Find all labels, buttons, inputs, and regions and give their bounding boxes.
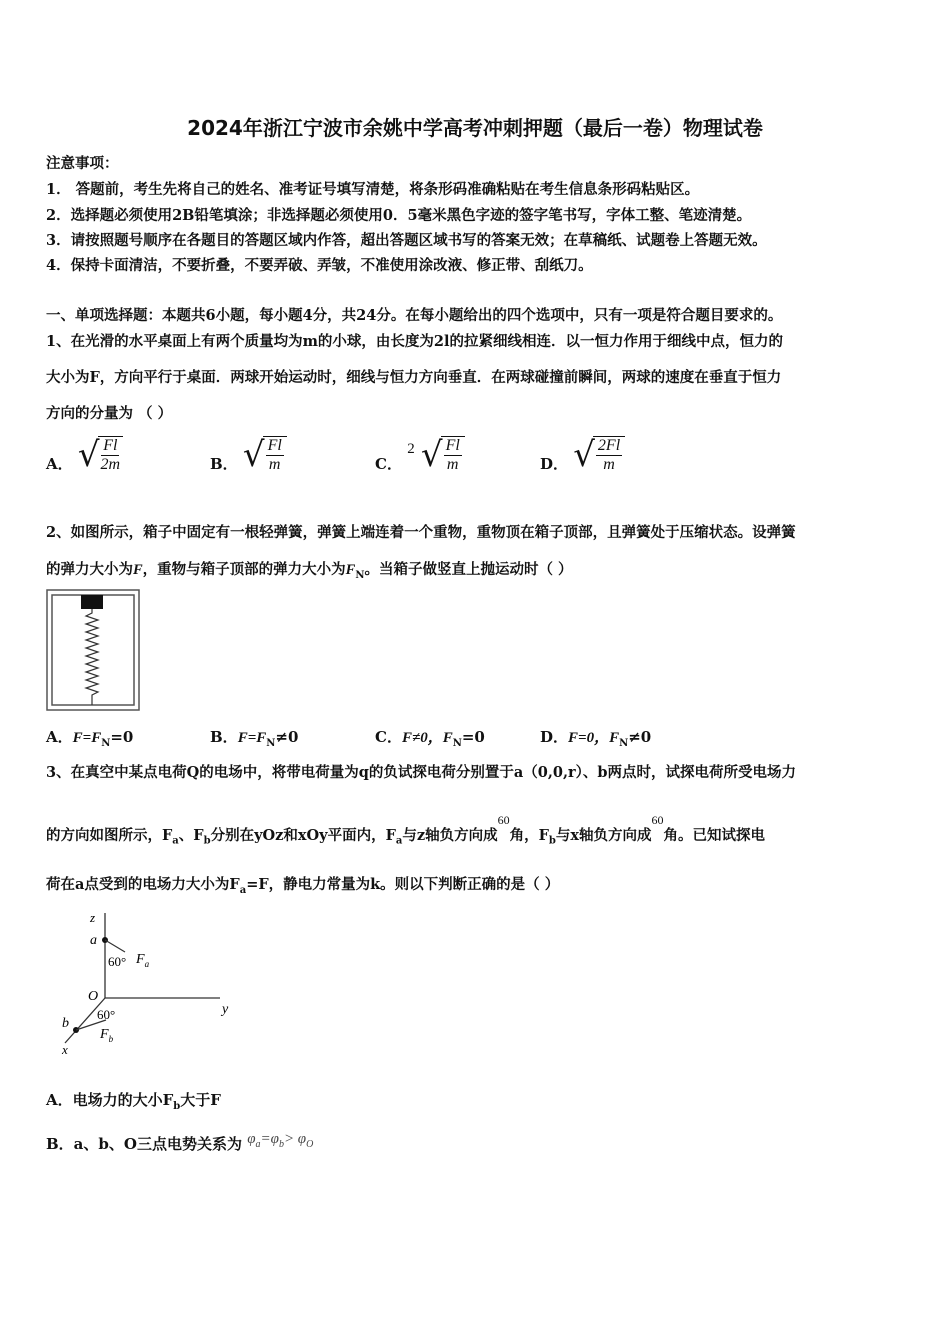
spring-box-figure — [46, 589, 140, 711]
denominator: m — [446, 456, 459, 474]
q3-line-3 — [46, 873, 559, 896]
option-text: 大于F — [180, 1091, 221, 1109]
option-label: D． — [540, 455, 569, 474]
q3-option-b[interactable] — [46, 1133, 313, 1156]
option-text: ≠0 — [275, 728, 299, 746]
fraction — [441, 436, 465, 475]
notice-item-2: 2．选择题必须使用2B铅笔填涂；非选择题必须使用0．5毫米黑色字迹的签字笔书写，字体工整、笔迹清楚。 — [46, 207, 752, 224]
q3-line-1: 3、在真空中某点电荷Q的电场中，将带电荷量为q的负试探电荷分别置于a（0,0,r）、b两点时，试探电荷所受电场力 — [46, 764, 797, 781]
sqrt-expression — [78, 436, 123, 475]
text: 与x轴负方向成 — [555, 826, 652, 844]
text: 角。已知试探电 — [663, 826, 766, 844]
subscript: b — [548, 835, 556, 847]
y-label: y — [222, 1002, 229, 1017]
angle-b-label: 60° — [97, 1007, 116, 1022]
subscript: N — [355, 569, 365, 581]
a-label: a — [90, 933, 97, 948]
text: 的方向如图所示，F — [46, 826, 173, 844]
q1-option-a[interactable] — [46, 436, 123, 475]
notice-item-1: 1． 答题前，考生先将自己的姓名、准考证号填写清楚，将条形码准确粘贴在考生信息条形码粘贴区。 — [46, 181, 700, 198]
radical-icon: √ — [77, 435, 100, 476]
option-text: =0 — [110, 728, 134, 746]
Fa-arrow — [105, 940, 125, 952]
option-label: B． — [210, 728, 238, 746]
potential-relation: $\varphi_a=\varphi_b> \varphi_O$ — [247, 1131, 314, 1150]
radical-icon: √ — [420, 435, 443, 476]
subscript: a — [395, 835, 403, 847]
numerator: Fl — [444, 437, 462, 456]
q2-line-1: 2、如图所示，箱子中固定有一根轻弹簧，弹簧上端连着一个重物，重物顶在箱子顶部，且弹簧处于压缩状态。设弹簧 — [46, 524, 796, 541]
text: 的弹力大小为 — [46, 561, 133, 578]
option-label: C． — [375, 728, 402, 746]
symbol-FN: F — [345, 562, 356, 578]
option-label: B． — [210, 455, 238, 474]
q1-line-3: 方向的分量为 （ ） — [46, 405, 173, 422]
text: =F，静电力常量为k。则以下判断正确的是（ ） — [246, 876, 560, 893]
option-label: C． — [375, 455, 402, 474]
denominator: m — [603, 456, 615, 474]
weight-block — [81, 595, 103, 609]
fraction — [263, 436, 287, 475]
radical-icon: √ — [573, 435, 595, 476]
sqrt-expression — [243, 436, 287, 475]
q3-line-2 — [46, 813, 766, 847]
option-text: A．电场力的大小F — [46, 1091, 174, 1109]
option-text: ≠0 — [628, 728, 652, 746]
text: 荷在a点受到的电场力大小为F — [46, 876, 240, 893]
angle-value: 60 — [497, 813, 510, 827]
q1-line-1: 1、在光滑的水平桌面上有两个质量均为m的小球，由长度为2l的拉紧细线相连．以一恒力作用于细线中点，恒力的 — [46, 333, 784, 350]
text: 分别在yOz和xOy平面内，F — [210, 826, 396, 844]
radical-icon: √ — [242, 435, 265, 476]
numerator: Fl — [101, 437, 119, 456]
option-text: F=F — [72, 730, 102, 746]
q2-option-b[interactable] — [210, 726, 298, 749]
text: ，重物与箱子顶部的弹力大小为 — [142, 561, 346, 578]
page-title: 2024年浙江宁波市余姚中学高考冲刺押题（最后一卷）物理试卷 — [187, 116, 763, 140]
q1-option-c[interactable] — [375, 436, 465, 475]
q2-line-2 — [46, 558, 573, 581]
subscript: N — [101, 738, 111, 749]
option-text: F=0，F — [568, 730, 620, 746]
subscript: b — [203, 835, 211, 847]
q2-option-c[interactable] — [375, 726, 485, 749]
option-label: D． — [540, 728, 569, 746]
Fa-label: $F_a$ — [136, 952, 150, 969]
subscript: a — [239, 884, 247, 896]
text: 。当箱子做竖直上抛运动时（ ） — [364, 561, 573, 578]
subscript: N — [266, 738, 276, 749]
option-label: A． — [46, 728, 73, 746]
angle-value: 60 — [651, 813, 664, 827]
sqrt-expression — [421, 436, 465, 475]
option-text: F≠0，F — [401, 730, 453, 746]
angle-a-label: 60° — [108, 954, 127, 969]
text: 角，F — [509, 826, 549, 844]
Fb-label: $F_b$ — [100, 1027, 114, 1044]
text: 与z轴负方向成 — [402, 826, 498, 844]
sqrt-expression — [573, 436, 625, 475]
origin-label: O — [88, 989, 99, 1004]
coefficient: 2 — [407, 441, 415, 458]
subscript: N — [619, 738, 629, 749]
subscript: a — [172, 835, 179, 847]
q1-option-d[interactable] — [540, 436, 625, 475]
text: 、F — [178, 826, 204, 844]
x-label: x — [62, 1042, 68, 1057]
symbol-F: F — [133, 562, 143, 578]
option-label: A． — [46, 455, 73, 474]
section-heading: 一、单项选择题：本题共6小题，每小题4分，共24分。在每小题给出的四个选项中，只有一项是符合题目要求的。 — [46, 307, 783, 324]
notice-heading: 注意事项： — [46, 155, 119, 172]
option-text: B．a、b、O三点电势关系为 — [46, 1135, 242, 1153]
spring — [86, 609, 98, 705]
fraction — [98, 436, 124, 475]
option-text: =0 — [461, 728, 485, 746]
q2-option-a[interactable] — [46, 726, 133, 749]
subscript: N — [452, 738, 462, 749]
denominator: 2m — [100, 456, 121, 474]
numerator: Fl — [266, 437, 284, 456]
subscript: b — [173, 1101, 181, 1112]
numerator: 2Fl — [596, 437, 622, 456]
z-label: z — [90, 910, 96, 925]
denominator: m — [268, 456, 281, 474]
q1-option-b[interactable] — [210, 436, 287, 475]
b-label: b — [62, 1016, 69, 1031]
notice-item-3: 3．请按照题号顺序在各题目的答题区域内作答，超出答题区域书写的答案无效；在草稿纸、试题卷上答题无效。 — [46, 232, 767, 249]
coordinate-figure — [50, 908, 250, 1060]
notice-item-4: 4．保持卡面清洁，不要折叠，不要弄破、弄皱，不准使用涂改液、修正带、刮纸刀。 — [46, 257, 593, 274]
fraction — [593, 436, 625, 475]
q1-line-2: 大小为F，方向平行于桌面．两球开始运动时，细线与恒力方向垂直．在两球碰撞前瞬间，两球的速度在垂直于恒力 — [46, 369, 782, 386]
option-text: F=F — [237, 730, 267, 746]
q2-option-d[interactable] — [540, 726, 651, 749]
q3-option-a[interactable] — [46, 1089, 221, 1112]
